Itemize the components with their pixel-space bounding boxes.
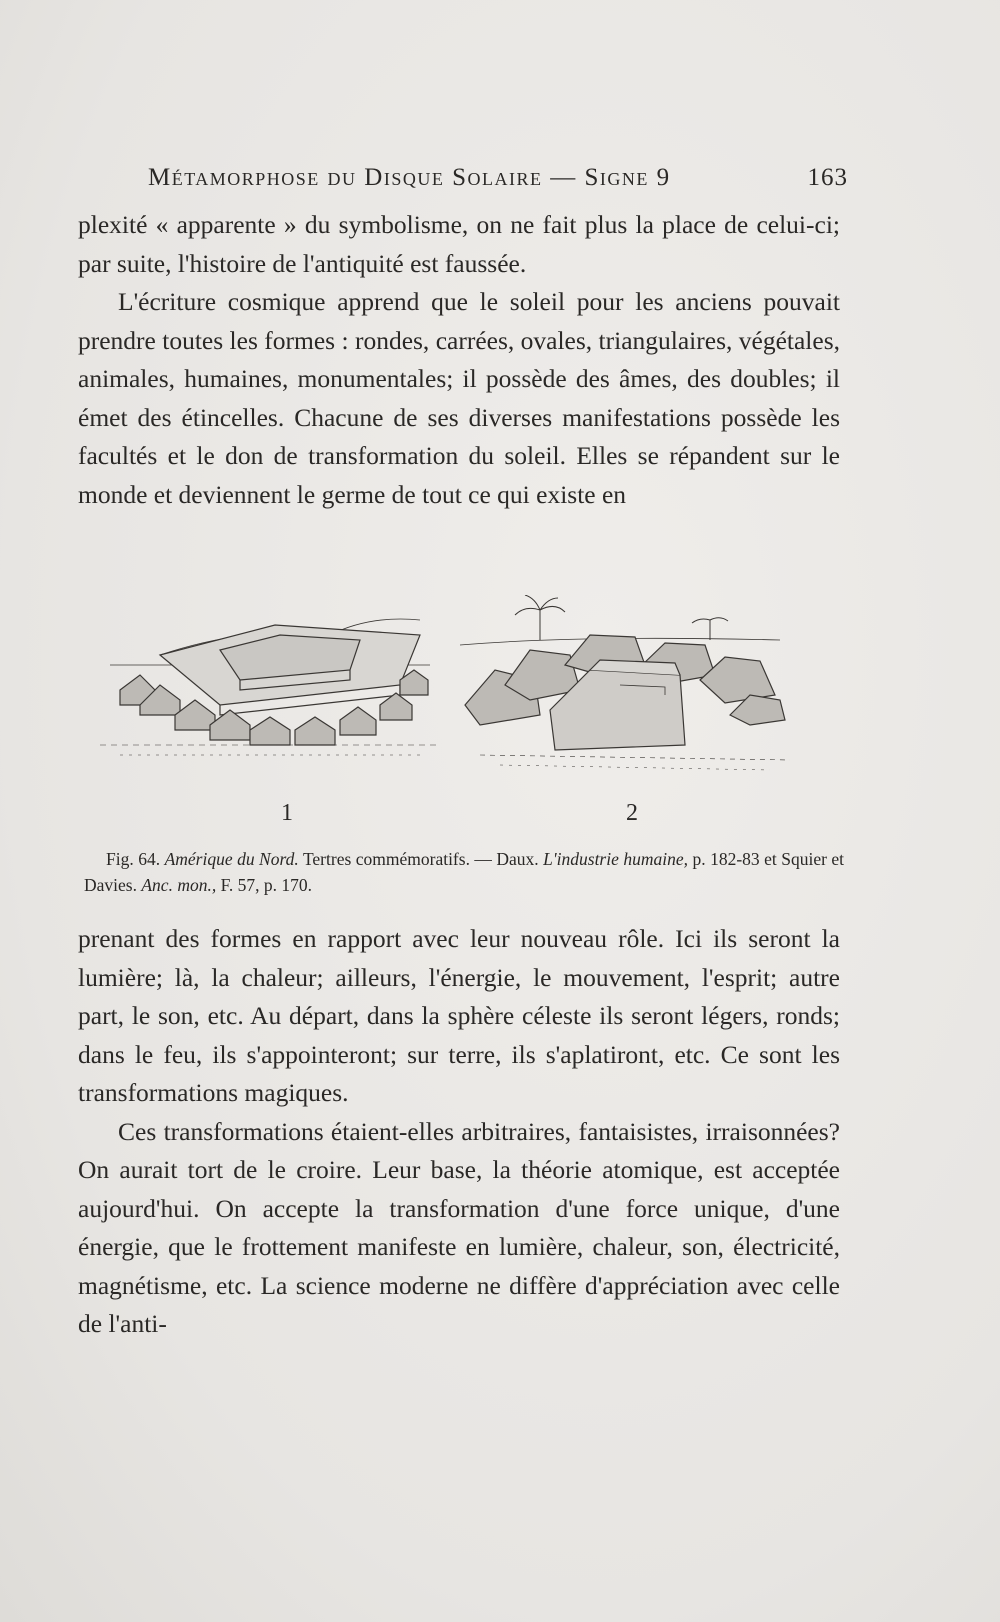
caption-place: Amérique du Nord. bbox=[164, 849, 299, 869]
running-title: Métamorphose du Disque Solaire — Signe 9 bbox=[148, 164, 671, 191]
paragraph-transformations: Ces transformations étaient-elles arbitraires, fantaisistes, irraisonnées? On aurait tort de le croire. Leur base, la théorie atomique, est acceptée aujourd'hui. On accepte la transformation d'une force unique, d'une énergie, que le frottement manifeste en lumière, chaleur, son, électricité, magnétisme, etc. La science moderne ne diffère d'appréciation avec celle de l'anti- bbox=[78, 1116, 840, 1338]
mound-drawing-2 bbox=[460, 595, 790, 770]
paragraph-forms: prenant des formes en rapport avec leur nouveau rôle. Ici ils seront la lumière; là, la chaleur; ailleurs, l'énergie, le mouvement, l'esprit; autre part, le son, etc. Au départ, dans la sphère céleste ils seront légers, ronds; dans le feu, ils s'appointeront; sur terre, ils s'aplatiront, etc. Ce sont les transformations magiques. bbox=[78, 924, 840, 1107]
figure-label-1: 1 bbox=[281, 800, 293, 826]
caption-ref-2: F. 57, p. 170. bbox=[220, 875, 313, 895]
paragraph-cosmic-writing: L'écriture cosmique apprend que le soleil pour les anciens pouvait prendre toutes les formes : rondes, carrées, ovales, triangulaires, végétales, animales, humaines, monumentales; il possède des âmes, des doubles; il émet des étincelles. Chacune de ses diverses manifestations possède les facultés et le don de transformation du soleil. Elles se répandent sur le monde et deviennent le germe de tout ce qui existe en bbox=[78, 287, 840, 509]
figure-mounds-illustration bbox=[100, 595, 820, 815]
caption-fig-number: Fig. 64. bbox=[106, 849, 161, 869]
running-header bbox=[148, 164, 848, 192]
text-block-bottom bbox=[78, 920, 840, 1344]
caption-ref-1: p. 182-83 et Squier et Davies. bbox=[84, 849, 845, 895]
figure-caption bbox=[84, 846, 844, 898]
paragraph-continuation: plexité « apparente » du symbolisme, on ne fait plus la place de celui-ci; par suite, l'histoire de l'antiquité est faussée. bbox=[78, 210, 840, 278]
caption-work-1: L'industrie humaine, bbox=[543, 849, 688, 869]
mound-drawing-1 bbox=[100, 619, 440, 755]
text-block-top bbox=[78, 206, 840, 514]
caption-work-2: Anc. mon., bbox=[141, 875, 217, 895]
page-number: 163 bbox=[807, 164, 848, 191]
caption-text: Tertres commémoratifs. — Daux. bbox=[302, 849, 539, 869]
figure-label-2: 2 bbox=[626, 800, 638, 826]
